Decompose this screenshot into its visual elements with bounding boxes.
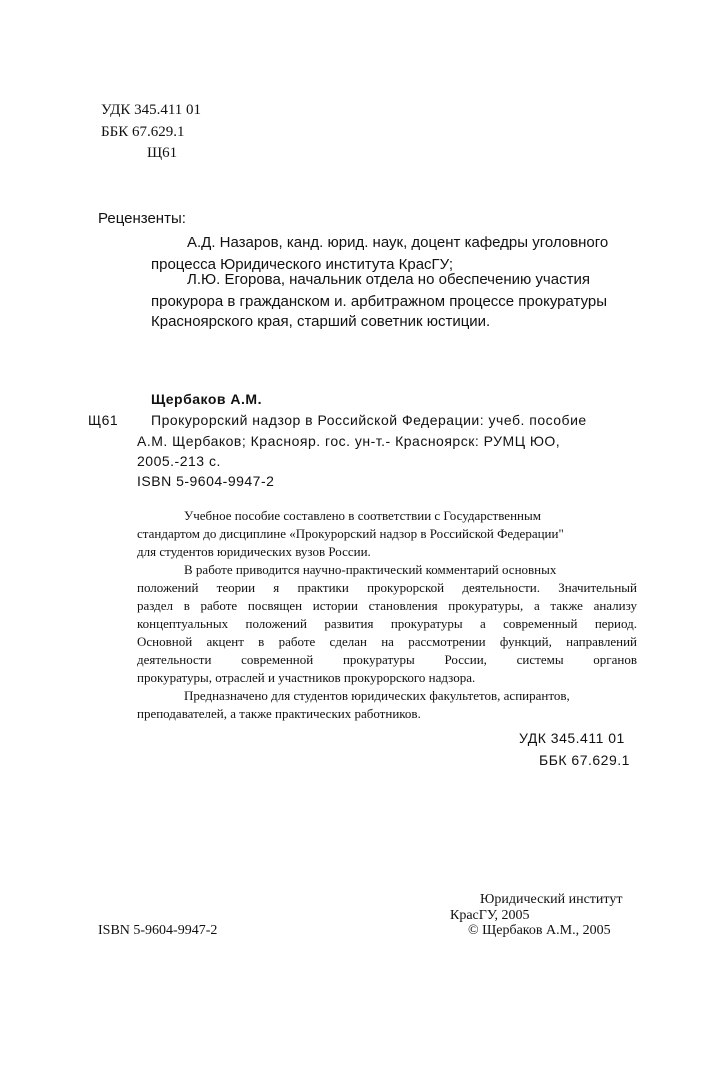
catalog-sign: Щ61	[88, 412, 119, 428]
bbk-code: ББК 67.629.1	[101, 124, 185, 140]
reviewer-line: Л.Ю. Егорова, начальник отдела но обеспечению участия	[187, 271, 590, 288]
abstract-line: раздел в работе посвящен истории становления прокуратуры, а также анализу	[137, 598, 637, 613]
catalog-line: 2005.-213 с.	[137, 453, 221, 469]
publisher-name: Юридический институт	[480, 892, 623, 907]
reviewers-heading: Рецензенты:	[98, 210, 186, 227]
bbk-code-right: ББК 67.629.1	[539, 752, 630, 768]
reviewer-line: А.Д. Назаров, канд. юрид. наук, доцент кафедры уголовного	[187, 234, 609, 251]
abstract-line: стандартом до дисциплине «Прокурорский надзор в Российской Федерации"	[137, 526, 564, 541]
abstract-line: концептуальных положений развития прокуратуры а современный период.	[137, 616, 637, 631]
abstract-line: деятельности современной прокуратуры России, системы органов	[137, 652, 637, 667]
abstract-line: Основной акцент в работе сделан на рассмотрении функций, направлений	[137, 634, 637, 649]
abstract-line: Учебное пособие составлено в соответствии с Государственным	[184, 508, 541, 523]
reviewer-line: процесса Юридического института КрасГУ;	[151, 256, 454, 273]
reviewer-line: Красноярского края, старший советник юстиции.	[151, 313, 491, 330]
publisher-year: КрасГУ, 2005	[450, 908, 530, 923]
abstract-line: Предназначено для студентов юридических факультетов, аспирантов,	[184, 688, 570, 703]
footer-isbn: ISBN 5-9604-9947-2	[98, 923, 218, 938]
abstract-line: для студентов юридических вузов России.	[137, 544, 371, 559]
catalog-author: Щербаков А.М.	[151, 391, 262, 407]
copyright: © Щербаков А.М., 2005	[468, 923, 611, 938]
catalog-line: Прокурорский надзор в Российской Федерации: учеб. пособие	[151, 412, 587, 428]
abstract-line: преподавателей, а также практических работников.	[137, 706, 421, 721]
abstract-line: положений теории я практики прокурорской деятельности. Значительный	[137, 580, 637, 595]
abstract-line: прокуратуры, отраслей и участников прокурорского надзора.	[137, 670, 476, 685]
catalog-line: А.М. Щербаков; Краснояр. гос. ун-т.- Красноярск: РУМЦ ЮО,	[137, 433, 561, 449]
abstract-line: В работе приводится научно-практический комментарий основных	[184, 562, 557, 577]
udk-code: УДК 345.411 01	[101, 102, 202, 118]
catalog-isbn: ISBN 5-9604-9947-2	[137, 473, 275, 489]
udk-code-right: УДК 345.411 01	[519, 730, 625, 746]
author-sign: Щ61	[147, 145, 178, 161]
reviewer-line: прокурора в гражданском и. арбитражном процессе прокуратуры	[151, 293, 608, 310]
